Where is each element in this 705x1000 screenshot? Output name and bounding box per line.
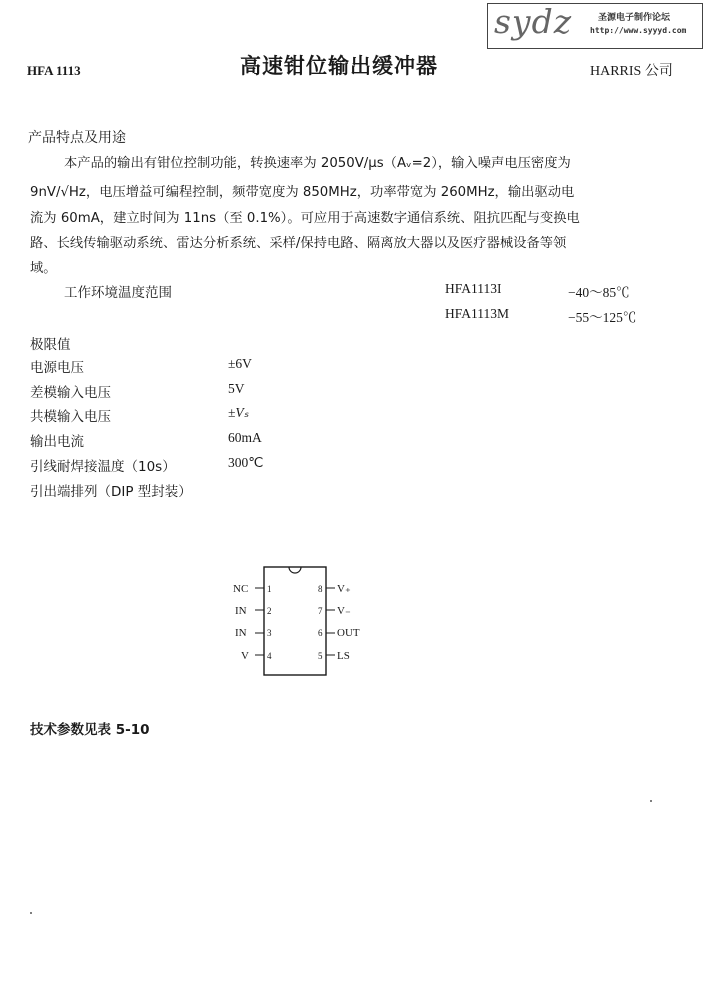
scan-speck [650,800,652,802]
limit-value: ±6V [228,356,252,371]
features-heading: 产品特点及用途 [28,130,126,146]
limit-value: ±Vₛ [228,405,249,420]
operating-temp-model: HFA1113M [445,306,510,321]
scan-speck [30,912,32,914]
pin-name-left: V [241,650,249,662]
page-title: 高速钳位输出缓冲器 [240,54,438,78]
pin-number: 7 [318,606,323,616]
manufacturer: HARRIS 公司 [590,64,673,79]
features-line: 路、长线传输驱动系统、雷达分析系统、采样/保持电路、隔离放大器以及医疗器械设备等领 [30,236,567,251]
operating-temp-range: −40～85℃ [568,285,630,300]
ic-body [264,567,326,675]
pin-name-left: NC [233,583,249,595]
limit-label: 差模输入电压 [30,385,111,401]
limit-label: 共模输入电压 [30,409,111,425]
pin-name-left: IN [235,605,247,617]
part-number: HFA 1113 [27,63,81,78]
limit-label: 输出电流 [30,434,84,450]
features-line: 本产品的输出有钳位控制功能，转换速率为 2050V/μs（Aᵥ=2），输入噪声电压密度为 [64,156,571,171]
pinout-heading: 引出端排列（DIP 型封装） [30,484,192,500]
watermark-logo: sydz [494,2,573,41]
features-line: 域。 [30,261,57,276]
watermark-url: http://www.syyyd.com [590,26,687,35]
operating-temp-model: HFA1113I [445,281,502,296]
pin-number: 3 [267,628,272,638]
reference-note: 技术参数见表 5-10 [30,722,150,738]
pin-name-right: LS [337,650,350,662]
pin-number: 6 [318,628,323,638]
limit-value: 300℃ [228,455,264,470]
pin-number: 2 [267,606,272,616]
limit-value: 5V [228,381,245,396]
pin-name-right: V₋ [337,605,351,617]
operating-temp-label: 工作环境温度范围 [64,285,172,301]
features-line: 流为 60mA，建立时间为 11ns（至 0.1%）。可应用于高速数字通信系统、阻抗匹配与变换电 [30,211,580,226]
pin-number: 5 [318,651,323,661]
limit-value: 60mA [228,430,262,445]
limits-heading: 极限值 [30,337,71,353]
pin-name-right: V₊ [337,583,351,595]
pin-name-right: OUT [337,627,360,639]
limit-label: 电源电压 [30,360,84,376]
limit-label: 引线耐焊接温度（10s） [30,459,176,475]
dip-package-diagram [225,555,385,685]
features-line: 9nV/√Hz，电压增益可编程控制，频带宽度为 850MHz，功率带宽为 260MHz，输出驱动电 [30,185,575,200]
watermark-site-name: 圣源电子制作论坛 [598,13,671,23]
pin1-notch [289,567,301,573]
pin-name-left: IN [235,627,247,639]
pin-number: 8 [318,584,323,594]
pin-number: 1 [267,584,272,594]
operating-temp-range: −55～125℃ [568,310,637,325]
pin-number: 4 [267,651,272,661]
